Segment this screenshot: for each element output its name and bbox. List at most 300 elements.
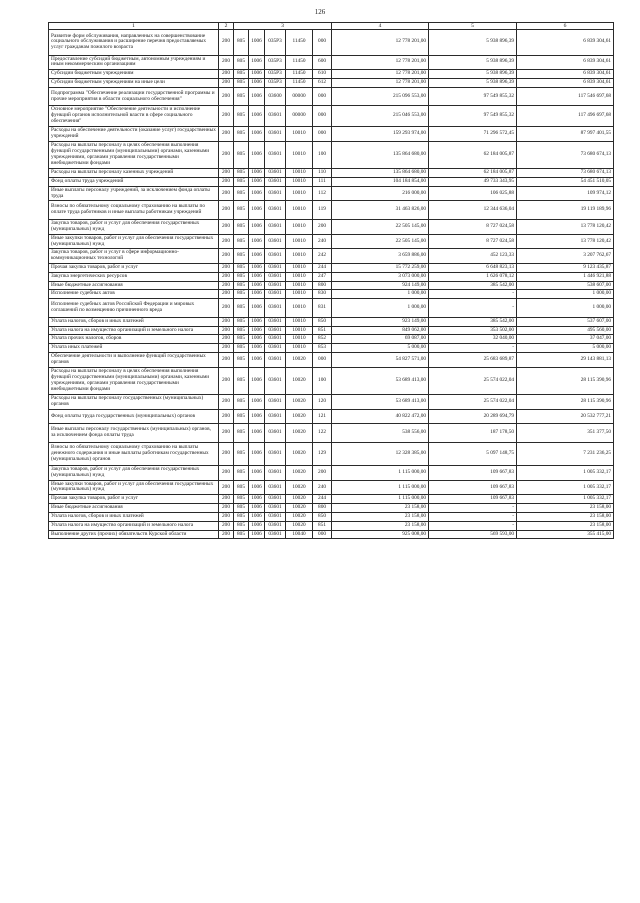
amount-remaining: 37 047,00 <box>517 335 614 344</box>
amount-approved: 69 087,00 <box>332 335 429 344</box>
code-program: 03601 <box>265 141 286 169</box>
code-ministry: 200 <box>219 344 234 353</box>
code-subsection: 1006 <box>249 353 265 368</box>
code-program: 035P3 <box>265 30 286 55</box>
row-name: Закупка товаров, работ и услуг в сфере информационно-коммуникационных технологий <box>49 249 219 264</box>
amount-approved: 1 115 000,00 <box>332 480 429 495</box>
amount-approved: 23 158,00 <box>332 521 429 530</box>
amount-executed: - <box>429 512 517 521</box>
amount-remaining: 1 000,00 <box>517 299 614 318</box>
amount-remaining: 6 839 304,61 <box>517 70 614 79</box>
amount-approved: 15 772 259,00 <box>332 263 429 272</box>
code-section: 805 <box>234 249 249 264</box>
code-section: 805 <box>234 169 249 178</box>
code-section: 805 <box>234 521 249 530</box>
code-section: 805 <box>234 317 249 326</box>
amount-approved: 12 778 201,00 <box>332 55 429 70</box>
code-subsection: 1006 <box>249 344 265 353</box>
code-program: 03601 <box>265 367 286 395</box>
table-row <box>49 177 614 186</box>
amount-approved: 215 046 553,00 <box>332 106 429 126</box>
code-program: 03601 <box>265 126 286 141</box>
amount-remaining: 495 560,00 <box>517 326 614 335</box>
code-direction: 10020 <box>286 395 313 410</box>
code-subsection: 1006 <box>249 272 265 281</box>
code-ministry: 200 <box>219 326 234 335</box>
amount-approved: 54 827 571,00 <box>332 353 429 368</box>
row-name: Уплата прочих налогов, сборов <box>49 335 219 344</box>
code-section: 805 <box>234 326 249 335</box>
row-name: Субсидии бюджетным учреждениям <box>49 70 219 79</box>
amount-executed: - <box>429 504 517 513</box>
code-program: 03600 <box>265 87 286 106</box>
amount-executed: 49 733 343,95 <box>429 177 517 186</box>
code-subsection: 1006 <box>249 367 265 395</box>
code-ministry: 200 <box>219 395 234 410</box>
table-row <box>49 466 614 481</box>
amount-approved: 12 328 385,00 <box>332 442 429 465</box>
row-name: Закупка товаров, работ и услуг для обеспечения государственных (муниципальных) нужд <box>49 220 219 235</box>
amount-executed: 5 938 896,39 <box>429 55 517 70</box>
row-name: Субсидии бюджетным учреждениям на иные цели <box>49 78 219 87</box>
table-row <box>49 30 614 55</box>
amount-remaining: 351 377,50 <box>517 424 614 443</box>
row-name: Уплата налогов, сборов и иных платежей <box>49 512 219 521</box>
code-expense-type: 000 <box>313 353 332 368</box>
code-direction: 00000 <box>286 106 313 126</box>
table-row <box>49 299 614 318</box>
table-row <box>49 335 614 344</box>
header-row <box>49 23 614 30</box>
row-name: Уплата налогов, сборов и иных платежей <box>49 317 219 326</box>
code-program: 03601 <box>265 344 286 353</box>
code-direction: 11450 <box>286 55 313 70</box>
row-name: Выполнение других (прочих) обязательств Курской области <box>49 530 219 539</box>
row-name: Подпрограмма "Обеспечение реализации государственной программы и прочие мероприятия в области социального обеспечения" <box>49 87 219 106</box>
code-ministry: 200 <box>219 169 234 178</box>
code-expense-type: 129 <box>313 442 332 465</box>
amount-remaining: 537 607,00 <box>517 317 614 326</box>
code-expense-type: 852 <box>313 335 332 344</box>
code-expense-type: 112 <box>313 186 332 201</box>
table-row <box>49 201 614 220</box>
amount-executed: 97 549 855,32 <box>429 106 517 126</box>
row-name: Иные выплаты персоналу государственных (муниципальных) органов, за исключением фонда оплаты труда <box>49 424 219 443</box>
amount-remaining: 23 158,00 <box>517 521 614 530</box>
code-program: 03601 <box>265 272 286 281</box>
page-number: 126 <box>314 8 326 16</box>
header-col-4: 4 <box>332 23 429 30</box>
code-direction: 10020 <box>286 512 313 521</box>
code-direction: 10010 <box>286 186 313 201</box>
row-name: Иные бюджетные ассигнования <box>49 281 219 290</box>
code-section: 805 <box>234 272 249 281</box>
code-ministry: 200 <box>219 249 234 264</box>
code-ministry: 200 <box>219 409 234 423</box>
code-direction: 10020 <box>286 367 313 395</box>
code-expense-type: 110 <box>313 169 332 178</box>
code-expense-type: 850 <box>313 317 332 326</box>
table-row <box>49 234 614 249</box>
code-ministry: 200 <box>219 78 234 87</box>
amount-remaining: 117 496 697,68 <box>517 106 614 126</box>
amount-executed: 8 727 024,58 <box>429 220 517 235</box>
amount-remaining: 13 778 120,42 <box>517 220 614 235</box>
code-subsection: 1006 <box>249 480 265 495</box>
code-direction: 10020 <box>286 466 313 481</box>
code-program: 03601 <box>265 234 286 249</box>
amount-approved: 159 293 974,00 <box>332 126 429 141</box>
code-ministry: 200 <box>219 70 234 79</box>
code-expense-type: 000 <box>313 126 332 141</box>
code-section: 805 <box>234 55 249 70</box>
amount-approved: 23 158,00 <box>332 512 429 521</box>
table-row <box>49 344 614 353</box>
amount-approved: 1 115 000,00 <box>332 495 429 504</box>
code-expense-type: 853 <box>313 344 332 353</box>
row-name: Уплата иных платежей <box>49 344 219 353</box>
amount-remaining: 6 839 304,61 <box>517 55 614 70</box>
code-expense-type: 831 <box>313 299 332 318</box>
code-section: 805 <box>234 530 249 539</box>
code-expense-type: 119 <box>313 201 332 220</box>
code-subsection: 1006 <box>249 220 265 235</box>
code-program: 03601 <box>265 169 286 178</box>
code-direction: 10010 <box>286 344 313 353</box>
code-subsection: 1006 <box>249 317 265 326</box>
code-section: 805 <box>234 78 249 87</box>
table-row <box>49 263 614 272</box>
row-name: Взносы по обязательному социальному страхованию на выплаты денежного содержания и иные выплаты работникам государственных (муниципальных) органов <box>49 442 219 465</box>
code-program: 03601 <box>265 395 286 410</box>
amount-approved: 104 184 854,00 <box>332 177 429 186</box>
row-name: Фонд оплаты труда учреждений <box>49 177 219 186</box>
row-name: Иные закупки товаров, работ и услуг для обеспечения государственных (муниципальных) нужд <box>49 234 219 249</box>
code-section: 805 <box>234 353 249 368</box>
code-program: 03601 <box>265 249 286 264</box>
amount-remaining: 355 415,00 <box>517 530 614 539</box>
code-direction: 10010 <box>286 263 313 272</box>
amount-executed: - <box>429 521 517 530</box>
code-section: 805 <box>234 201 249 220</box>
code-subsection: 1006 <box>249 466 265 481</box>
code-expense-type: 000 <box>313 87 332 106</box>
table-row <box>49 78 614 87</box>
code-section: 805 <box>234 30 249 55</box>
code-program: 03601 <box>265 220 286 235</box>
code-subsection: 1006 <box>249 495 265 504</box>
amount-approved: 924 149,00 <box>332 281 429 290</box>
amount-approved: 53 689 413,00 <box>332 367 429 395</box>
amount-approved: 23 158,00 <box>332 504 429 513</box>
amount-executed: 97 549 855,32 <box>429 87 517 106</box>
code-expense-type: 242 <box>313 249 332 264</box>
amount-approved: 1 000,00 <box>332 299 429 318</box>
code-program: 03601 <box>265 530 286 539</box>
amount-executed: 25 574 022,04 <box>429 395 517 410</box>
amount-approved: 215 096 553,00 <box>332 87 429 106</box>
amount-remaining: 13 778 120,42 <box>517 234 614 249</box>
code-ministry: 200 <box>219 201 234 220</box>
amount-executed: 20 289 694,79 <box>429 409 517 423</box>
code-ministry: 200 <box>219 495 234 504</box>
code-direction: 10010 <box>286 141 313 169</box>
amount-approved: 925 008,00 <box>332 530 429 539</box>
amount-executed: 353 502,00 <box>429 326 517 335</box>
table-row <box>49 186 614 201</box>
code-section: 805 <box>234 442 249 465</box>
code-expense-type: 000 <box>313 530 332 539</box>
amount-executed: 25 683 689,87 <box>429 353 517 368</box>
code-program: 03601 <box>265 409 286 423</box>
amount-executed: 5 938 896,39 <box>429 70 517 79</box>
code-ministry: 200 <box>219 290 234 299</box>
amount-remaining: 1 446 921,88 <box>517 272 614 281</box>
amount-executed: - <box>429 344 517 353</box>
code-subsection: 1006 <box>249 290 265 299</box>
code-direction: 10010 <box>286 281 313 290</box>
code-program: 03601 <box>265 186 286 201</box>
code-subsection: 1006 <box>249 395 265 410</box>
code-program: 03601 <box>265 442 286 465</box>
amount-remaining: 73 680 674,13 <box>517 141 614 169</box>
code-subsection: 1006 <box>249 30 265 55</box>
row-name: Закупка энергетических ресурсов <box>49 272 219 281</box>
amount-executed: - <box>429 299 517 318</box>
amount-approved: 12 778 201,00 <box>332 78 429 87</box>
amount-remaining: 23 158,00 <box>517 504 614 513</box>
amount-remaining: 9 123 435,87 <box>517 263 614 272</box>
code-program: 03601 <box>265 480 286 495</box>
row-name: Уплата налога на имущество организаций и земельного налога <box>49 326 219 335</box>
row-name: Расходы на выплаты персоналу в целях обеспечения выполнения функций государственными (муниципальными) органами, казенными учреждениями, органами управления государственными внебюджетными фондами <box>49 141 219 169</box>
code-subsection: 1006 <box>249 78 265 87</box>
row-name: Иные выплаты персоналу учреждений, за исключением фонда оплаты труда <box>49 186 219 201</box>
code-subsection: 1006 <box>249 106 265 126</box>
amount-remaining: 6 839 304,61 <box>517 30 614 55</box>
amount-executed: 62 184 005,87 <box>429 141 517 169</box>
code-ministry: 200 <box>219 220 234 235</box>
code-direction: 11450 <box>286 30 313 55</box>
amount-remaining: 538 607,00 <box>517 281 614 290</box>
code-section: 805 <box>234 512 249 521</box>
code-section: 805 <box>234 234 249 249</box>
code-ministry: 200 <box>219 87 234 106</box>
code-subsection: 1006 <box>249 263 265 272</box>
amount-approved: 3 659 886,00 <box>332 249 429 264</box>
code-direction: 10010 <box>286 177 313 186</box>
code-program: 03601 <box>265 335 286 344</box>
code-ministry: 200 <box>219 272 234 281</box>
code-expense-type: 610 <box>313 70 332 79</box>
code-ministry: 200 <box>219 504 234 513</box>
table-row <box>49 70 614 79</box>
row-name: Взносы по обязательному социальному страхованию на выплаты по оплате труда работников и иные выплаты работникам учреждений <box>49 201 219 220</box>
amount-executed: 8 727 024,58 <box>429 234 517 249</box>
code-subsection: 1006 <box>249 87 265 106</box>
amount-approved: 923 149,00 <box>332 317 429 326</box>
code-direction: 10010 <box>286 317 313 326</box>
code-direction: 11450 <box>286 70 313 79</box>
code-section: 805 <box>234 495 249 504</box>
table-row <box>49 87 614 106</box>
amount-executed: 569 593,00 <box>429 530 517 539</box>
code-ministry: 200 <box>219 263 234 272</box>
row-name: Прочая закупка товаров, работ и услуг <box>49 263 219 272</box>
code-expense-type: 120 <box>313 395 332 410</box>
header-col-2: 2 <box>219 23 234 30</box>
amount-approved: 53 689 413,00 <box>332 395 429 410</box>
amount-approved: 12 778 201,00 <box>332 70 429 79</box>
amount-executed: 5 938 896,39 <box>429 78 517 87</box>
code-subsection: 1006 <box>249 55 265 70</box>
amount-executed: 452 123,33 <box>429 249 517 264</box>
code-section: 805 <box>234 220 249 235</box>
code-expense-type: 000 <box>313 30 332 55</box>
code-section: 805 <box>234 106 249 126</box>
amount-executed: 25 574 022,04 <box>429 367 517 395</box>
code-program: 035P3 <box>265 55 286 70</box>
header-col-1: 1 <box>49 23 219 30</box>
table-row <box>49 504 614 513</box>
code-ministry: 200 <box>219 141 234 169</box>
code-direction: 10040 <box>286 530 313 539</box>
table-row <box>49 55 614 70</box>
code-ministry: 200 <box>219 234 234 249</box>
code-subsection: 1006 <box>249 299 265 318</box>
code-ministry: 200 <box>219 281 234 290</box>
row-name: Исполнение судебных актов Российской Федерации и мировых соглашений по возмещению причиненного вреда <box>49 299 219 318</box>
code-direction: 10020 <box>286 495 313 504</box>
amount-remaining: 87 997 401,55 <box>517 126 614 141</box>
code-subsection: 1006 <box>249 70 265 79</box>
amount-remaining: 29 143 881,13 <box>517 353 614 368</box>
amount-approved: 40 822 472,00 <box>332 409 429 423</box>
code-ministry: 200 <box>219 55 234 70</box>
code-direction: 10010 <box>286 272 313 281</box>
table-row <box>49 290 614 299</box>
table-row <box>49 442 614 465</box>
code-expense-type: 100 <box>313 141 332 169</box>
code-program: 03601 <box>265 353 286 368</box>
table-row <box>49 220 614 235</box>
code-direction: 10010 <box>286 249 313 264</box>
code-expense-type: 121 <box>313 409 332 423</box>
code-subsection: 1006 <box>249 521 265 530</box>
row-name: Закупка товаров, работ и услуг для обеспечения государственных (муниципальных) нужд <box>49 466 219 481</box>
row-name: Иные бюджетные ассигнования <box>49 504 219 513</box>
amount-approved: 5 000,00 <box>332 344 429 353</box>
code-program: 03601 <box>265 177 286 186</box>
table-row <box>49 249 614 264</box>
code-direction: 10010 <box>286 201 313 220</box>
code-subsection: 1006 <box>249 409 265 423</box>
amount-approved: 538 556,00 <box>332 424 429 443</box>
code-subsection: 1006 <box>249 141 265 169</box>
code-ministry: 200 <box>219 424 234 443</box>
amount-remaining: 28 115 390,96 <box>517 395 614 410</box>
code-program: 03601 <box>265 326 286 335</box>
table-row <box>49 424 614 443</box>
code-ministry: 200 <box>219 106 234 126</box>
code-program: 03601 <box>265 466 286 481</box>
code-expense-type: 600 <box>313 55 332 70</box>
table-row <box>49 317 614 326</box>
amount-executed: 1 626 078,12 <box>429 272 517 281</box>
code-expense-type: 122 <box>313 424 332 443</box>
amount-approved: 3 073 000,00 <box>332 272 429 281</box>
code-section: 805 <box>234 466 249 481</box>
code-program: 03601 <box>265 106 286 126</box>
code-ministry: 200 <box>219 480 234 495</box>
code-direction: 10020 <box>286 424 313 443</box>
code-section: 805 <box>234 424 249 443</box>
row-name: Расходы на выплаты персоналу государственных (муниципальных) органов <box>49 395 219 410</box>
code-expense-type: 800 <box>313 281 332 290</box>
row-name: Основное мероприятие "Обеспечение деятельности и исполнение функций органов исполнительной власти в сфере социального обеспечения" <box>49 106 219 126</box>
row-name: Расходы на выплаты персоналу казенных учреждений <box>49 169 219 178</box>
code-program: 03601 <box>265 495 286 504</box>
code-program: 03601 <box>265 299 286 318</box>
amount-executed: 5 097 148,75 <box>429 442 517 465</box>
table-header <box>49 23 614 30</box>
code-subsection: 1006 <box>249 186 265 201</box>
amount-executed: 187 178,50 <box>429 424 517 443</box>
amount-approved: 12 778 201,00 <box>332 30 429 55</box>
code-ministry: 200 <box>219 442 234 465</box>
amount-remaining: 7 231 236,25 <box>517 442 614 465</box>
amount-approved: 135 864 680,00 <box>332 141 429 169</box>
amount-approved: 216 000,00 <box>332 186 429 201</box>
code-ministry: 200 <box>219 521 234 530</box>
table-row <box>49 141 614 169</box>
amount-executed: 32 040,00 <box>429 335 517 344</box>
row-name: Фонд оплаты труда государственных (муниципальных) органов <box>49 409 219 423</box>
amount-remaining: 1 005 332,17 <box>517 466 614 481</box>
code-expense-type: 200 <box>313 220 332 235</box>
code-subsection: 1006 <box>249 530 265 539</box>
amount-remaining: 54 451 510,05 <box>517 177 614 186</box>
code-ministry: 200 <box>219 317 234 326</box>
code-subsection: 1006 <box>249 424 265 443</box>
code-direction: 10010 <box>286 335 313 344</box>
code-program: 035P3 <box>265 70 286 79</box>
code-program: 035P3 <box>265 78 286 87</box>
code-section: 805 <box>234 126 249 141</box>
row-name: Обеспечение деятельности и выполнение функций государственных органов <box>49 353 219 368</box>
table-row <box>49 367 614 395</box>
code-subsection: 1006 <box>249 249 265 264</box>
code-section: 805 <box>234 344 249 353</box>
code-section: 805 <box>234 409 249 423</box>
code-subsection: 1006 <box>249 177 265 186</box>
code-direction: 10020 <box>286 409 313 423</box>
code-ministry: 200 <box>219 177 234 186</box>
code-subsection: 1006 <box>249 234 265 249</box>
code-expense-type: 851 <box>313 326 332 335</box>
code-subsection: 1006 <box>249 326 265 335</box>
amount-approved: 1 000,00 <box>332 290 429 299</box>
code-ministry: 200 <box>219 530 234 539</box>
code-ministry: 200 <box>219 367 234 395</box>
amount-remaining: 23 158,00 <box>517 512 614 521</box>
amount-approved: 135 864 680,00 <box>332 169 429 178</box>
amount-remaining: 5 000,00 <box>517 344 614 353</box>
code-subsection: 1006 <box>249 126 265 141</box>
code-section: 805 <box>234 281 249 290</box>
code-direction: 10020 <box>286 480 313 495</box>
table-row <box>49 326 614 335</box>
